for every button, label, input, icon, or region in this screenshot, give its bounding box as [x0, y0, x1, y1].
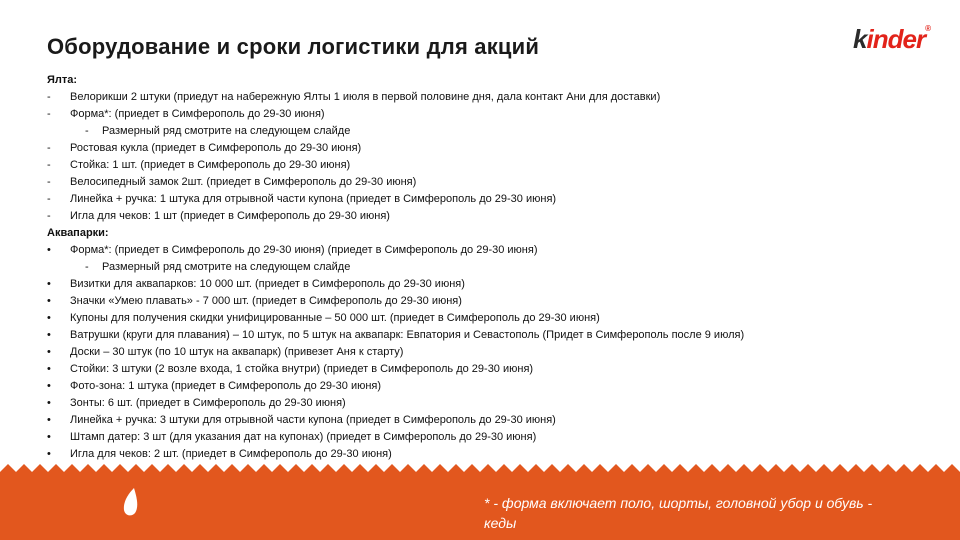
list-item — [47, 208, 927, 225]
list-item — [47, 89, 927, 106]
list-marker: • — [47, 278, 51, 290]
list-item-text: Велосипедный замок 2шт. (приедет в Симферополь до 29-30 июня) — [70, 176, 417, 188]
list-marker: - — [47, 142, 51, 154]
list-item-text: Велорикши 2 штуки (приедут на набережную Ялты 1 июля в первой половине дня, дала контакт Ани для доставки) — [70, 91, 661, 103]
list-marker: • — [47, 312, 51, 324]
list-item-text: Стойки: 3 штуки (2 возле входа, 1 стойка внутри) (приедет в Симферополь до 29-30 июня) — [70, 363, 534, 375]
list-sub-item — [47, 123, 927, 140]
list-item-text: Игла для чеков: 2 шт. (приедет в Симферополь до 29-30 июня) — [70, 448, 392, 460]
list-item-text: Размерный ряд смотрите на следующем слайде — [102, 125, 351, 137]
list-marker: • — [47, 329, 51, 341]
list-item-text: Форма*: (приедет в Симферополь до 29-30 июня) — [70, 108, 325, 120]
list-item — [47, 174, 927, 191]
list-marker: • — [47, 363, 51, 375]
list-marker: - — [47, 108, 51, 120]
list-marker: - — [47, 193, 51, 205]
list-item — [47, 361, 927, 378]
list-item-text: Зонты: 6 шт. (приедет в Симферополь до 29-30 июня) — [70, 397, 346, 409]
list-item-text: Доски – 30 штук (по 10 штук на аквапарк) (привезет Аня к старту) — [70, 346, 404, 358]
list-marker: • — [47, 380, 51, 392]
list-item — [47, 327, 927, 344]
logo-rest: inder — [866, 24, 926, 54]
list-marker: • — [47, 397, 51, 409]
list-item — [47, 276, 927, 293]
list-item-text: Стойка: 1 шт. (приедет в Симферополь до 29-30 июня) — [70, 159, 351, 171]
list-item-text: Ватрушки (круги для плавания) – 10 штук, по 5 штук на аквапарк: Евпатория и Севастополь (Придет в Симферополь после 9 июля) — [70, 329, 745, 341]
list-marker: • — [47, 295, 51, 307]
list-item — [47, 412, 927, 429]
list-item-text: Линейка + ручка: 3 штуки для отрывной части купона (приедет в Симферополь до 29-30 июня) — [70, 414, 556, 426]
list-item-text: Штамп датер: 3 шт (для указания дат на купонах) (приедет в Симферополь до 29-30 июня) — [70, 431, 537, 443]
logo-k: k — [853, 24, 867, 54]
list-item — [47, 395, 927, 412]
list-item-text: Фото-зона: 1 штука (приедет в Симферополь до 29-30 июня) — [70, 380, 382, 392]
list-marker: • — [47, 414, 51, 426]
list-marker: - — [47, 159, 51, 171]
list-item — [47, 429, 927, 446]
list-marker: • — [47, 431, 51, 443]
list-item-text: Игла для чеков: 1 шт (приедет в Симферополь до 29-30 июня) — [70, 210, 390, 222]
list-marker: • — [47, 244, 51, 256]
list-marker: - — [85, 125, 89, 137]
list-sub-item — [47, 259, 927, 276]
list-marker: - — [85, 261, 89, 273]
footnote: * - форма включает поло, шорты, головной убор и обувь - кеды — [484, 495, 873, 531]
list-item — [47, 157, 927, 174]
list-item — [47, 242, 927, 259]
milk-drop-icon — [120, 486, 142, 518]
list-item-text: Форма*: (приедет в Симферополь до 29-30 июня) (приедет в Симферополь до 29-30 июня) — [70, 244, 538, 256]
kinder-logo — [853, 24, 930, 55]
list-item — [47, 140, 927, 157]
list-marker: - — [47, 210, 51, 222]
page-title: Оборудование и сроки логистики для акций — [47, 34, 540, 59]
section-heading: Ялта: — [47, 74, 78, 86]
list-item-text: Купоны для получения скидки унифицированные – 50 000 шт. (приедет в Симферополь до 29-30 июня) — [70, 312, 600, 324]
list-item-text: Ростовая кукла (приедет в Симферополь до 29-30 июня) — [70, 142, 362, 154]
list-item — [47, 310, 927, 327]
list-item — [47, 344, 927, 361]
list-marker: - — [47, 176, 51, 188]
list-item-text: Значки «Умею плавать» - 7 000 шт. (приедет в Симферополь до 29-30 июня) — [70, 295, 462, 307]
list-item — [47, 191, 927, 208]
list-item-text: Линейка + ручка: 1 штука для отрывной части купона (приедет в Симферополь до 29-30 июня) — [70, 193, 557, 205]
equipment-list — [47, 72, 927, 463]
list-item — [47, 293, 927, 310]
list-item-text: Размерный ряд смотрите на следующем слайде — [102, 261, 351, 273]
list-marker: • — [47, 448, 51, 460]
list-marker: - — [47, 91, 51, 103]
section-heading: Аквапарки: — [47, 227, 109, 239]
list-item-text: Визитки для аквапарков: 10 000 шт. (приедет в Симферополь до 29-30 июня) — [70, 278, 465, 290]
list-item — [47, 106, 927, 123]
logo-registered-mark: ® — [925, 24, 930, 33]
list-item — [47, 378, 927, 395]
list-marker: • — [47, 346, 51, 358]
